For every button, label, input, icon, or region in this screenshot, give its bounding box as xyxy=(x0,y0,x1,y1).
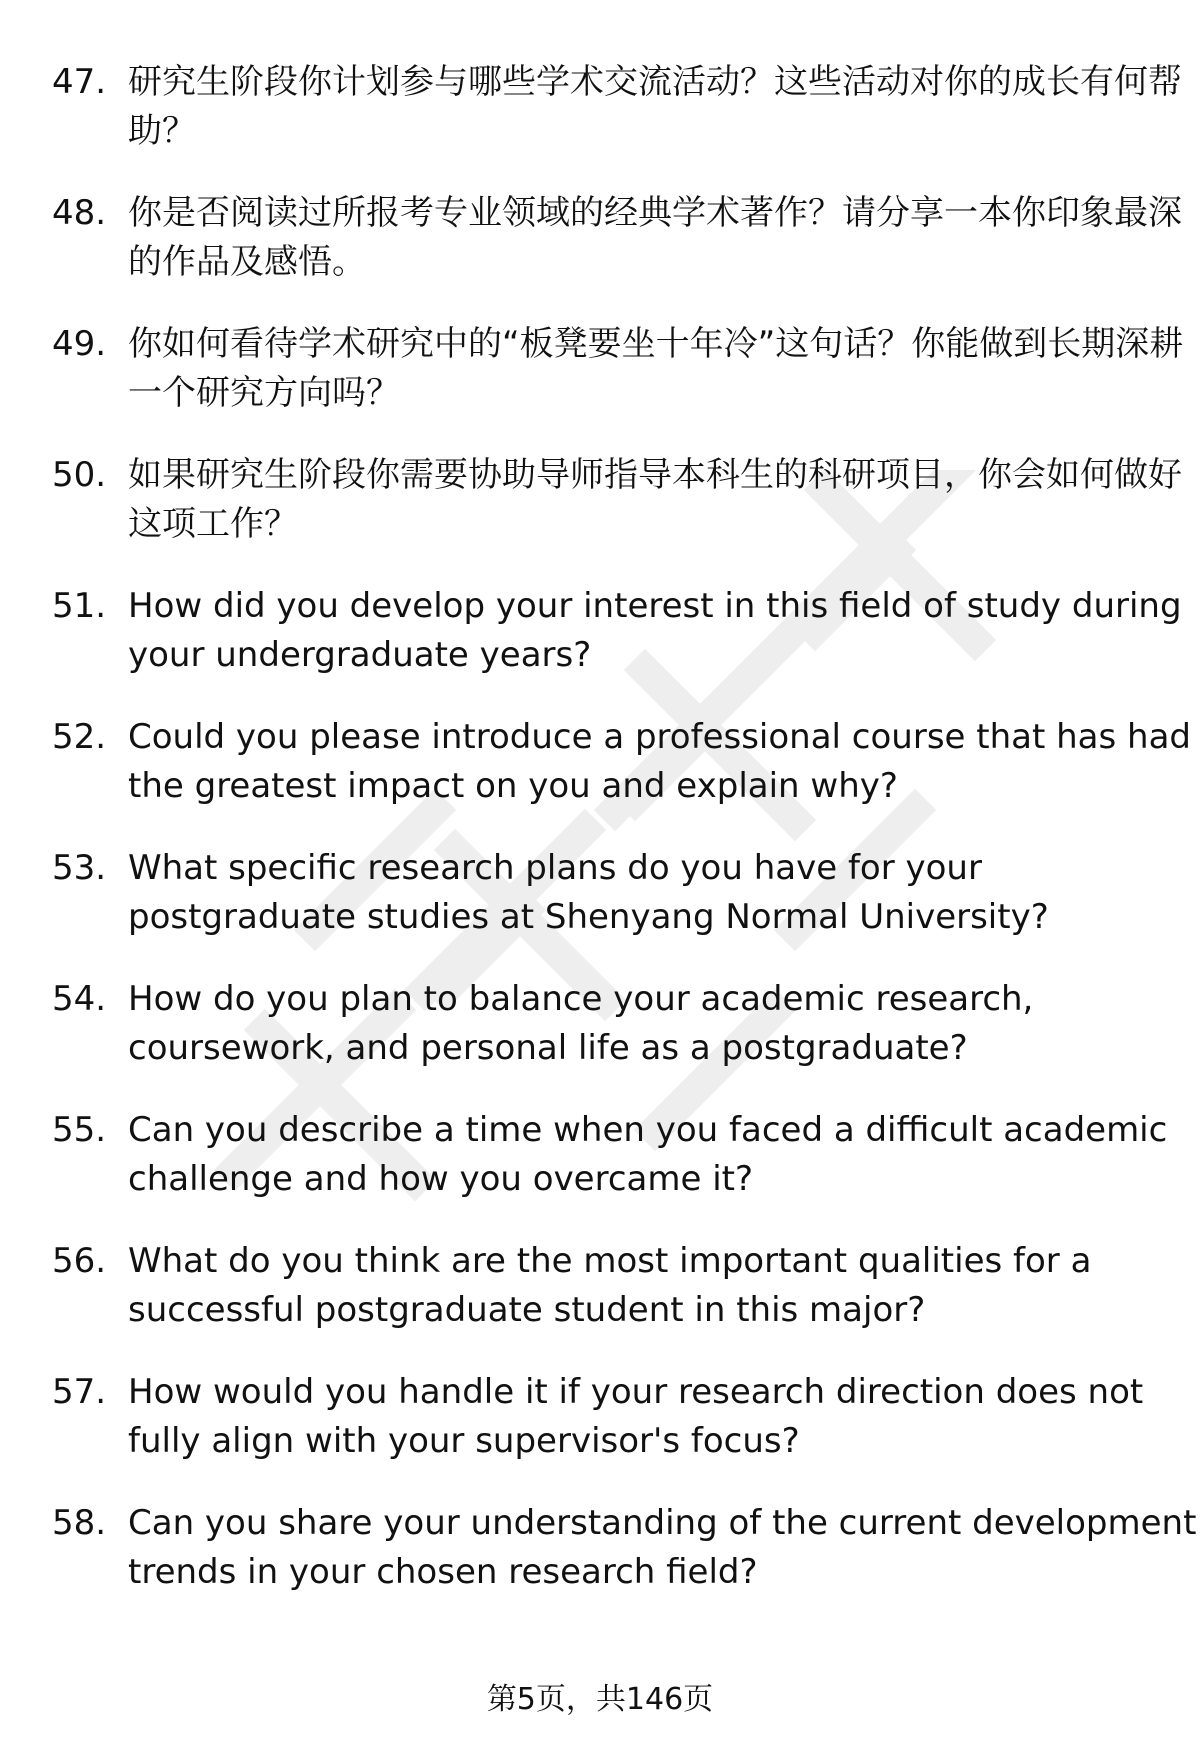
question-text: Could you please introduce a professional course that has had the greatest impact on you and explain why? xyxy=(128,717,1191,806)
list-item xyxy=(52,189,1182,320)
question-text: How would you handle it if your research direction does not fully align with your supervisor's focus? xyxy=(128,1372,1144,1461)
question-text: 研究生阶段你计划参与哪些学术交流活动？这些活动对你的成长有何帮助？ xyxy=(128,62,1182,151)
question-text: How do you plan to balance your academic research, coursework, and personal life as a postgraduate? xyxy=(128,979,1034,1068)
question-text: 你是否阅读过所报考专业领域的经典学术著作？请分享一本你印象最深的作品及感悟。 xyxy=(128,193,1182,282)
question-number: 55. xyxy=(52,1110,107,1150)
question-number: 52. xyxy=(52,717,107,757)
list-item xyxy=(52,1368,1152,1499)
question-text: 你如何看待学术研究中的“板凳要坐十年冷”这句话？你能做到长期深耕一个研究方向吗？ xyxy=(128,324,1184,413)
list-item xyxy=(52,58,1182,189)
question-text: What do you think are the most important qualities for a successful postgraduate student in this major? xyxy=(128,1241,1092,1330)
list-item xyxy=(52,1106,1168,1237)
list-item xyxy=(52,1237,1152,1368)
list-item xyxy=(52,451,1182,582)
question-number: 48. xyxy=(52,193,107,233)
question-text: Can you share your understanding of the current development trends in your chosen research field? xyxy=(128,1503,1197,1592)
question-text: Can you describe a time when you faced a difficult academic challenge and how you overcame it? xyxy=(128,1110,1168,1199)
question-number: 53. xyxy=(52,848,107,888)
question-number: 47. xyxy=(52,62,107,102)
page-number-footer: 第5页，共146页 xyxy=(486,1682,714,1717)
question-text: How did you develop your interest in this field of study during your undergraduate years? xyxy=(128,586,1182,675)
question-number: 50. xyxy=(52,455,107,495)
list-item xyxy=(52,320,1184,451)
question-number: 49. xyxy=(52,324,107,364)
question-number: 54. xyxy=(52,979,107,1019)
list-item xyxy=(52,844,1152,975)
list-item xyxy=(52,713,1191,844)
question-text: What specific research plans do you have for your postgraduate studies at Shenyang Normal University? xyxy=(128,848,1049,937)
list-item xyxy=(52,582,1182,713)
question-text: 如果研究生阶段你需要协助导师指导本科生的科研项目，你会如何做好这项工作？ xyxy=(128,455,1182,544)
list-item xyxy=(52,1499,1197,1630)
question-number: 51. xyxy=(52,586,107,626)
question-number: 57. xyxy=(52,1372,107,1412)
question-list xyxy=(52,58,1197,1630)
list-item xyxy=(52,975,1152,1106)
question-number: 58. xyxy=(52,1503,107,1543)
question-number: 56. xyxy=(52,1241,107,1281)
